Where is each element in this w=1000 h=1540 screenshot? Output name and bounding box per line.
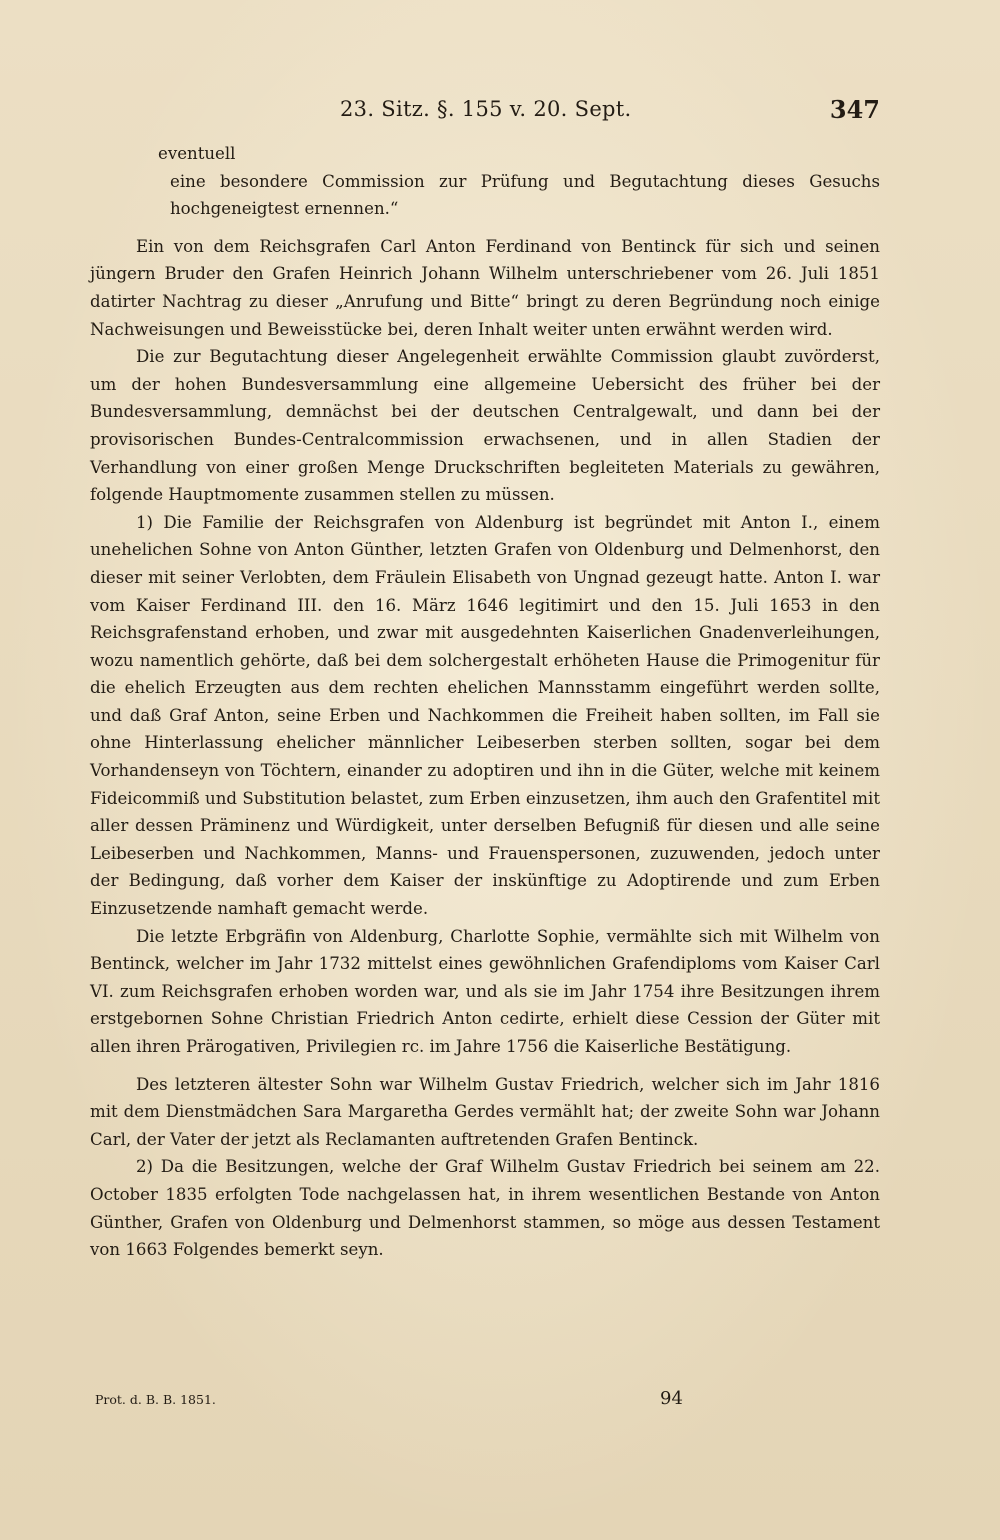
running-head: 23. Sitz. §. 155 v. 20. Sept. bbox=[340, 97, 632, 121]
printer-signature: Prot. d. B. B. 1851. bbox=[95, 1392, 216, 1407]
page-footer bbox=[90, 1388, 880, 1418]
paragraph-nachtrag: Ein von dem Reichsgrafen Carl Anton Ferdinand von Bentinck für sich und seinen jüngern Bruder den Grafen Heinrich Johann Wilhelm unterschriebener vom 26. Juli 1851 datirter Nachtrag zu dieser „Anrufung und Bitte“ bringt zu deren Begründung noch einige Nachweisungen und Beweisstücke bei, deren Inhalt weiter unten erwähnt werden wird. bbox=[90, 236, 880, 339]
paragraph-eventuell: eventuell bbox=[158, 144, 236, 163]
sheet-number: 94 bbox=[660, 1388, 683, 1409]
page-header bbox=[90, 97, 880, 129]
paragraph-eldest-son: Des letzteren ältester Sohn war Wilhelm Gustav Friedrich, welcher sich im Jahr 1816 mit dem Dienstmädchen Sara Margaretha Gerdes vermählt hat; der zweite Sohn war Johann Carl, der Vater der jetzt als Reclamanten auftretenden Grafen Bentinck. bbox=[90, 1074, 880, 1149]
body-text bbox=[90, 140, 880, 1264]
page-number: 347 bbox=[829, 95, 880, 124]
paragraph-commission-overview: Die zur Begutachtung dieser Angelegenheit erwählte Commission glaubt zuvörderst, um der hohen Bundesversammlung eine allgemeine Uebersicht des früher bei der Bundesversammlung, demnächst bei der deutschen Centralgewalt, und dann bei der provisorischen Bundes-Centralcommission erwachsenen, und in allen Stadien der Verhandlung von einer großen Menge Druckschriften begleiteten Materials zu gewähren, folgende Hauptmomente zusammen stellen zu müssen. bbox=[90, 347, 880, 505]
paragraph-last-heiress: Die letzte Erbgräfin von Aldenburg, Charlotte Sophie, vermählte sich mit Wilhelm von Bentinck, welcher im Jahr 1732 mittelst eines gewöhnlichen Grafendiploms vom Kaiser Carl VI. zum Reichsgrafen erhoben worden war, und als sie im Jahr 1754 ihre Besitzungen ihrem erstgebornen Sohne Christian Friedrich Anton cedirte, erhielt diese Cession der Güter mit allen ihren Prärogativen, Privilegien rc. im Jahre 1756 die Kaiserliche Bestätigung. bbox=[90, 926, 880, 1056]
paragraph-point-1-aldenburg-family: 1) Die Familie der Reichsgrafen von Aldenburg ist begründet mit Anton I., einem unehelichen Sohne von Anton Günther, letzten Grafen von Oldenburg und Delmenhorst, den dieser mit seiner Verlobten, dem Fräulein Elisabeth von Ungnad gezeugt hatte. Anton I. war vom Kaiser Ferdinand III. den 16. März 1646 legitimirt und den 15. Juli 1653 in den Reichsgrafenstand erhoben, und zwar mit ausgedehnten Kaiserlichen Gnadenverleihungen, wozu namentlich gehörte, daß bei dem solchergestalt erhöheten Hause die Primogenitur für die ehelich Erzeugten aus dem rechten ehelichen Mannsstamm eingeführt werden sollte, und daß Graf Anton, seine Erben und Nachkommen die Freiheit haben sollten, im Fall sie ohne Hinterlassung ehelicher männlicher Leibeserben sterben sollten, sogar bei dem Vorhandenseyn von Töchtern, einander zu adoptiren und ihn in die Güter, welche mit keinem Fideicommiß und Substitution belastet, zum Erben einzusetzen, ihm auch den Grafentitel mit aller dessen Präminenz und Würdigkeit, unter derselben Befugniß für diesen und alle seine Leibeserben und Nachkommen, Manns- und Frauenspersonen, zuzuwenden, jedoch unter der Bedingung, daß vorher dem Kaiser der inskünftige zu Adoptirende und zum Erben Einzusetzende namhaft gemacht werde. bbox=[90, 512, 880, 919]
paragraph-point-2-possessions: 2) Da die Besitzungen, welche der Graf Wilhelm Gustav Friedrich bei seinem am 22. October 1835 erfolgten Tode nachgelassen hat, in ihrem wesentlichen Bestande von Anton Günther, Grafen von Oldenburg und Delmenhorst stammen, so möge aus dessen Testament von 1663 Folgendes bemerkt seyn. bbox=[90, 1157, 880, 1260]
paragraph-commission-request: eine besondere Commission zur Prüfung und Begutachtung dieses Gesuchs hochgeneigtest ernennen.“ bbox=[170, 171, 880, 219]
